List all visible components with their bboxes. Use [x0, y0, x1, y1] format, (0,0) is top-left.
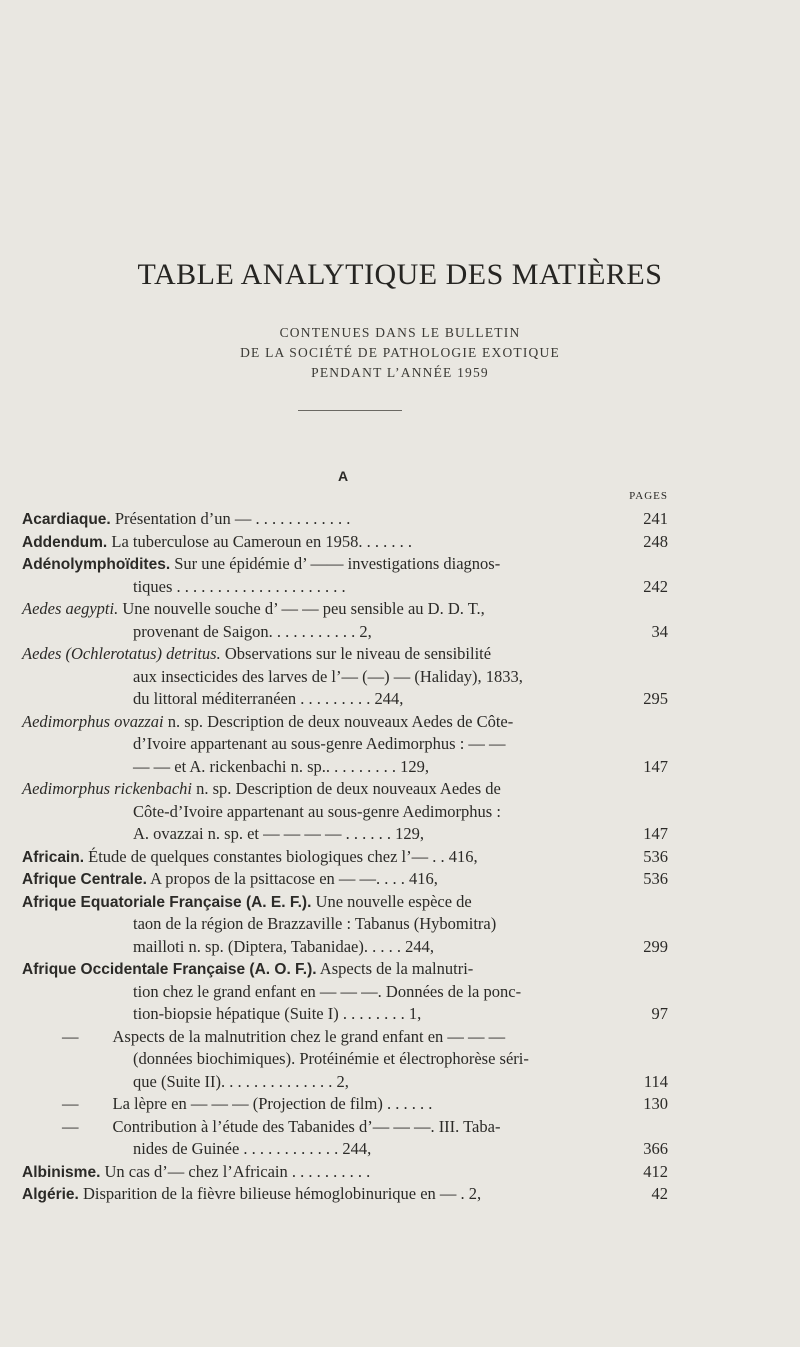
- entry-text-wrap: [133, 665, 523, 689]
- index-line: [0, 1025, 800, 1049]
- index-line: [0, 620, 800, 644]
- entry-heading: Africain.: [22, 848, 85, 866]
- page-number: 536: [643, 846, 668, 866]
- entry-text: nides de Guinée . . . . . . . . . . . . 244,: [133, 1139, 372, 1158]
- index-line: [0, 867, 800, 891]
- page-number: 147: [643, 756, 668, 776]
- entry-text: Étude de quelques constantes biologiques chez l’— . . 416,: [84, 846, 478, 866]
- entry-text: aux insecticides des larves de l’— (—) — (Haliday), 1833,: [133, 666, 523, 686]
- entry-heading: Afrique Centrale.: [22, 871, 147, 888]
- entry-text: que (Suite II). . . . . . . . . . . . . . 2,: [133, 1071, 349, 1091]
- page-number: 42: [651, 1184, 668, 1203]
- page-number: 114: [643, 1071, 668, 1091]
- page-number: 241: [643, 509, 668, 528]
- entry-heading-italic: Aedimorphus rickenbachi: [22, 779, 193, 798]
- page-number: 536: [643, 869, 668, 888]
- entry-text-wrap: [133, 1070, 349, 1094]
- ditto-dash: —: [62, 1094, 79, 1113]
- entry-text: Aspects de la malnutrition chez le grand enfant en — — —: [112, 1026, 506, 1046]
- entry-text-wrap: [22, 845, 478, 870]
- entry-text-wrap: [133, 732, 506, 756]
- entry-text: La tuberculose au Cameroun en 1958. . . . . . .: [107, 531, 412, 551]
- entry-text: Disparition de la fièvre bilieuse hémoglobinurique en — . 2,: [78, 1184, 482, 1203]
- entry-heading: Acardiaque.: [22, 511, 111, 528]
- entry-text-wrap: [133, 1002, 421, 1026]
- entry-text-wrap: [22, 1160, 370, 1185]
- index-line: [0, 1092, 800, 1116]
- entry-text: mailloti n. sp. (Diptera, Tabanidae). . . . . 244,: [133, 936, 434, 956]
- index-line: [0, 597, 800, 621]
- entry-text-wrap: [22, 507, 350, 532]
- page-number: 366: [643, 1139, 668, 1158]
- entry-text-wrap: [22, 642, 491, 666]
- entry-text-wrap: [62, 1092, 432, 1116]
- index-line: [0, 1137, 800, 1161]
- entry-text: d’Ivoire appartenant au sous-genre Aedimorphus : — —: [133, 734, 506, 753]
- page-number: 130: [643, 1094, 668, 1113]
- entry-text: Observations sur le niveau de sensibilité: [220, 644, 492, 663]
- index-line: [0, 800, 800, 824]
- page-number: 34: [651, 621, 668, 641]
- index-line: [0, 845, 800, 869]
- entry-text: n. sp. Description de deux nouveaux Aedes de: [192, 779, 501, 798]
- index-line: [0, 665, 800, 689]
- entry-text-wrap: [133, 912, 496, 936]
- entry-heading: Afrique Equatoriale Française (A. E. F.).: [22, 893, 312, 911]
- entry-text: Un cas d’— chez l’Africain . . . . . . . . . .: [100, 1161, 371, 1181]
- index-line: [0, 957, 800, 981]
- entry-text: Une nouvelle espèce de: [311, 891, 472, 911]
- entry-text: du littoral méditerranéen . . . . . . . . . 244,: [133, 689, 404, 708]
- index-line: [0, 935, 800, 959]
- entry-text: A. ovazzai n. sp. et — — — — . . . . . . 129,: [133, 824, 424, 843]
- page-number: 147: [643, 824, 668, 843]
- subtitle-line-2: DE LA SOCIÉTÉ DE PATHOLOGIE EXOTIQUE: [240, 345, 560, 360]
- index-line: [0, 1070, 800, 1094]
- entry-text: Une nouvelle souche d’ — — peu sensible au D. D. T.,: [118, 599, 485, 618]
- entry-text: Sur une épidémie d’ —— investigations diagnos-: [170, 554, 501, 573]
- index-line: [0, 507, 800, 531]
- page-number: 242: [643, 576, 668, 596]
- entry-text-wrap: [133, 980, 521, 1004]
- index-line: [0, 1115, 800, 1139]
- subtitle-line-3: PENDANT L’ANNÉE 1959: [311, 365, 489, 380]
- index-line: [0, 890, 800, 914]
- entry-text-wrap: [133, 800, 501, 824]
- index-line: [0, 980, 800, 1004]
- entry-text-wrap: [22, 552, 500, 577]
- entry-text: tion chez le grand enfant en — — —. Données de la ponc-: [133, 981, 522, 1001]
- subtitle-line-1: CONTENUES DANS LE BULLETIN: [279, 325, 521, 340]
- entry-text-wrap: [62, 1025, 505, 1049]
- entry-text: tion-biopsie hépatique (Suite I) . . . . . . . . 1,: [133, 1004, 422, 1023]
- page-number: 295: [643, 689, 668, 708]
- entry-text-wrap: [133, 620, 372, 644]
- ditto-dash: —: [62, 1116, 79, 1136]
- entry-text-wrap: [22, 597, 485, 621]
- entry-text-wrap: [22, 777, 501, 801]
- index-line: [0, 687, 800, 711]
- index-line: [0, 912, 800, 936]
- index-line: [0, 777, 800, 801]
- entry-text-wrap: [62, 1115, 500, 1139]
- entry-text-wrap: [22, 867, 438, 892]
- index-line: [0, 530, 800, 554]
- index-line: [0, 1182, 800, 1206]
- index-line: [0, 822, 800, 846]
- entry-text-wrap: [22, 1182, 481, 1207]
- entry-text: A propos de la psittacose en — —. . . . 416,: [146, 869, 438, 888]
- entry-heading: Adénolymphoïdites.: [22, 556, 171, 573]
- index-line: [0, 732, 800, 756]
- index-line: [0, 575, 800, 599]
- page-number: 412: [643, 1161, 668, 1181]
- entry-text: n. sp. Description de deux nouveaux Aedes de Côte-: [163, 711, 514, 731]
- entry-text: Côte-d’Ivoire appartenant au sous-genre Aedimorphus :: [133, 801, 501, 821]
- entry-text-wrap: [133, 1047, 529, 1071]
- index-line: [0, 755, 800, 779]
- divider-rule: [298, 410, 402, 411]
- entry-text: tiques . . . . . . . . . . . . . . . . . . . . .: [133, 576, 346, 596]
- index-line: [0, 1160, 800, 1184]
- entry-heading: Addendum.: [22, 533, 108, 551]
- entry-text-wrap: [22, 530, 412, 555]
- entry-text-wrap: [22, 957, 473, 982]
- page-title: TABLE ANALYTIQUE DES MATIÈRES: [137, 258, 663, 291]
- entry-text-wrap: [133, 687, 403, 711]
- page-number: 248: [643, 531, 668, 551]
- entry-text-wrap: [22, 890, 472, 915]
- entry-heading-italic: Aedimorphus ovazzai: [22, 711, 164, 731]
- index-line: [0, 552, 800, 576]
- entry-text: — — et A. rickenbachi n. sp.. . . . . . . . . 129,: [133, 756, 430, 776]
- entry-text-wrap: [133, 575, 346, 599]
- entry-text: Présentation d’un — . . . . . . . . . . . .: [110, 509, 351, 528]
- ditto-dash: —: [62, 1026, 79, 1046]
- entry-text: Contribution à l’étude des Tabanides d’— — —. III. Taba-: [112, 1116, 501, 1136]
- entry-text-wrap: [133, 1137, 371, 1161]
- entry-text: provenant de Saigon. . . . . . . . . . . 2,: [133, 621, 372, 641]
- entry-text-wrap: [133, 822, 424, 846]
- index-line: [0, 1002, 800, 1026]
- index-line: [0, 642, 800, 666]
- entry-heading: Algérie.: [22, 1186, 79, 1203]
- entry-heading-italic: Aedes aegypti.: [22, 599, 119, 618]
- entry-text-wrap: [133, 755, 429, 779]
- index-line: [0, 710, 800, 734]
- page-number: 299: [643, 936, 668, 956]
- entry-heading: Albinisme.: [22, 1163, 101, 1181]
- pages-column-header: PAGES: [629, 490, 668, 502]
- page-number: 97: [651, 1004, 668, 1023]
- entry-text: taon de la région de Brazzaville : Tabanus (Hybomitra): [133, 914, 497, 933]
- index-line: [0, 1047, 800, 1071]
- entry-heading-italic: Aedes (Ochlerotatus) detritus.: [22, 644, 221, 663]
- entry-text: La lèpre en — — — (Projection de film) . . . . . .: [112, 1094, 433, 1113]
- entry-text: (données biochimiques). Protéinémie et électrophorèse séri-: [133, 1049, 529, 1068]
- entry-text-wrap: [133, 935, 434, 959]
- entry-heading: Afrique Occidentale Française (A. O. F.).: [22, 961, 317, 978]
- section-letter: A: [337, 468, 349, 484]
- entry-text-wrap: [22, 710, 513, 734]
- entry-text: Aspects de la malnutri-: [316, 959, 474, 978]
